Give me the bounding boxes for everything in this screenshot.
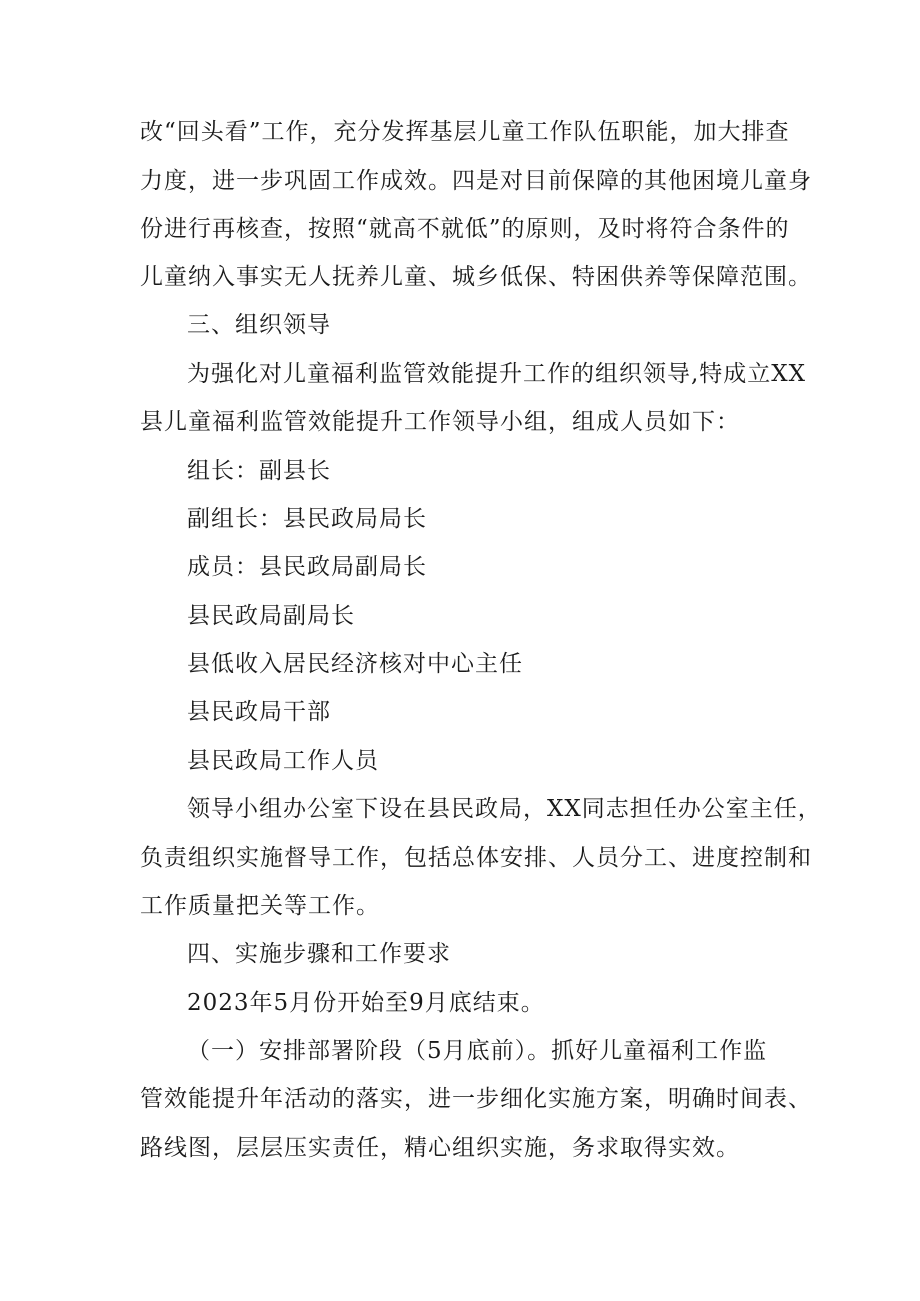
section-heading: 三、组织领导	[187, 312, 331, 338]
text-line: 份进行再核查，按照“就高不就低”的原则，及时将符合条件的	[140, 216, 790, 242]
text-line: 改“回头看”工作，充分发挥基层儿童工作队伍职能，加大排查	[140, 119, 790, 145]
member-line: 成员：县民政局副局长	[187, 554, 427, 580]
text-line: 为强化对儿童福利监管效能提升工作的组织领导,特成立XX	[187, 361, 807, 387]
member-line: 县民政局工作人员	[187, 748, 379, 774]
text-line: 工作质量把关等工作。	[140, 893, 380, 919]
text-line: 2023年5月份开始至9月底结束。	[187, 990, 545, 1016]
member-line: 县民政局干部	[187, 699, 331, 725]
member-line: 副组长：县民政局局长	[187, 506, 427, 532]
section-heading: 四、实施步骤和工作要求	[187, 941, 451, 967]
text-line: 儿童纳入事实无人抚养儿童、城乡低保、特困供养等保障范围。	[140, 264, 812, 290]
text-line: 管效能提升年活动的落实，进一步细化实施方案，明确时间表、	[140, 1086, 812, 1112]
text-line: 力度，进一步巩固工作成效。四是对目前保障的其他困境儿童身	[140, 168, 812, 194]
text-line: 领导小组办公室下设在县民政局，XX同志担任办公室主任，	[187, 796, 822, 822]
text-line: 县儿童福利监管效能提升工作领导小组，组成人员如下：	[140, 409, 740, 435]
member-line: 县民政局副局长	[187, 603, 355, 629]
text-line: 路线图，层层压实责任，精心组织实施，务求取得实效。	[140, 1135, 740, 1161]
text-line: （一）安排部署阶段（5月底前）。抓好儿童福利工作监	[187, 1038, 768, 1064]
text-line: 负责组织实施督导工作，包括总体安排、人员分工、进度控制和	[140, 845, 812, 871]
member-line: 县低收入居民经济核对中心主任	[187, 651, 523, 677]
member-line: 组长：副县长	[187, 458, 331, 484]
